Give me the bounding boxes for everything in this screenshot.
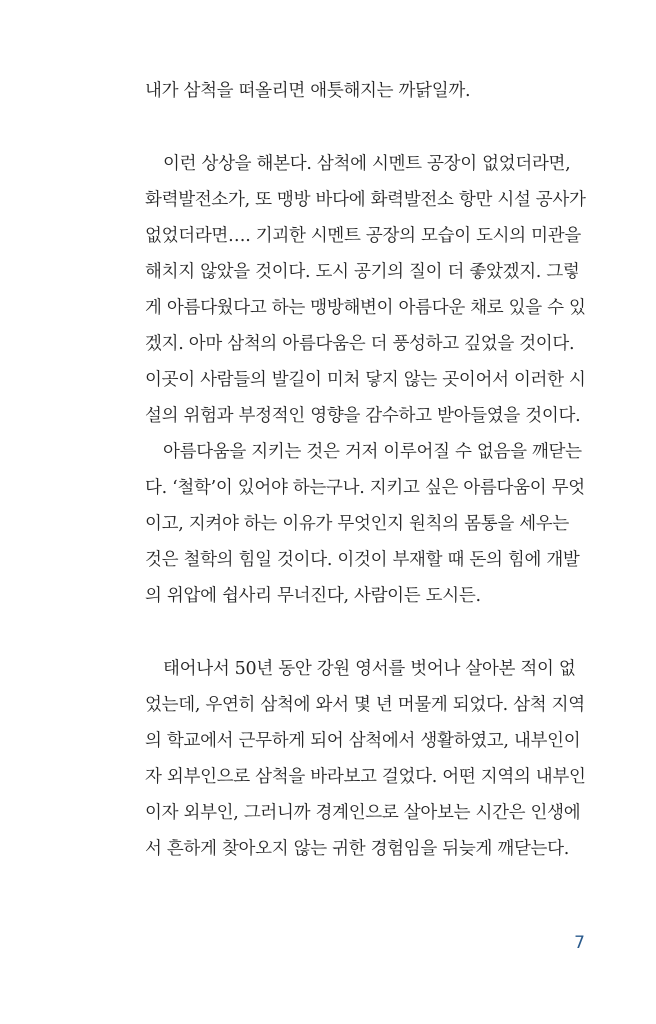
text-line: 었는데, 우연히 삼척에 와서 몇 년 머물게 되었다. 삼척 지역 bbox=[145, 695, 585, 715]
text-line: 의 학교에서 근무하게 되어 삼척에서 생활하였고, 내부인이 bbox=[145, 731, 581, 751]
text-line: 다. ‘철학’이 있어야 하는구나. 지키고 싶은 아름다움이 무엇 bbox=[145, 478, 585, 498]
text-line: 의 위압에 쉽사리 무너진다, 사람이든 도시든. bbox=[145, 586, 481, 606]
text-line: 게 아름다웠다고 하는 맹방해변이 아름다운 채로 있을 수 있 bbox=[145, 298, 586, 318]
text-line: 설의 위험과 부정적인 영향을 감수하고 받아들였을 것이다. bbox=[145, 406, 581, 426]
text-line: 해치지 않았을 것이다. 도시 공기의 질이 더 좋았겠지. 그렇 bbox=[145, 262, 580, 282]
text-line: 이곳이 사람들의 발길이 미처 닿지 않는 곳이어서 이러한 시 bbox=[145, 370, 586, 390]
text-line: 것은 철학의 힘일 것이다. 이것이 부재할 때 돈의 힘에 개발 bbox=[145, 550, 580, 570]
page-number: 7 bbox=[574, 933, 585, 953]
text-line: 내가 삼척을 떠올리면 애틋해지는 까닭일까. bbox=[145, 81, 471, 101]
text-line: 이런 상상을 해본다. 삼척에 시멘트 공장이 없었더라면, bbox=[163, 154, 571, 174]
text-line: 태어나서 50년 동안 강원 영서를 벗어나 살아본 적이 없 bbox=[163, 659, 576, 679]
text-line: 이고, 지켜야 하는 이유가 무엇인지 원칙의 몸통을 세우는 bbox=[145, 514, 570, 534]
text-line: 아름다움을 지키는 것은 거저 이루어질 수 없음을 깨닫는 bbox=[163, 442, 582, 462]
text-line: 자 외부인으로 삼척을 바라보고 걸었다. 어떤 지역의 내부인 bbox=[145, 767, 586, 787]
text-line: 겠지. 아마 삼척의 아름다움은 더 풍성하고 깊었을 것이다. bbox=[145, 334, 575, 354]
text-line: 없었더라면…. 기괴한 시멘트 공장의 모습이 도시의 미관을 bbox=[145, 226, 581, 246]
text-line: 서 흔하게 찾아오지 않는 귀한 경험임을 뒤늦게 깨닫는다. bbox=[145, 839, 570, 859]
text-line: 이자 외부인, 그러니까 경계인으로 살아보는 시간은 인생에 bbox=[145, 803, 581, 823]
text-line: 화력발전소가, 또 맹방 바다에 화력발전소 항만 시설 공사가 bbox=[145, 190, 586, 210]
